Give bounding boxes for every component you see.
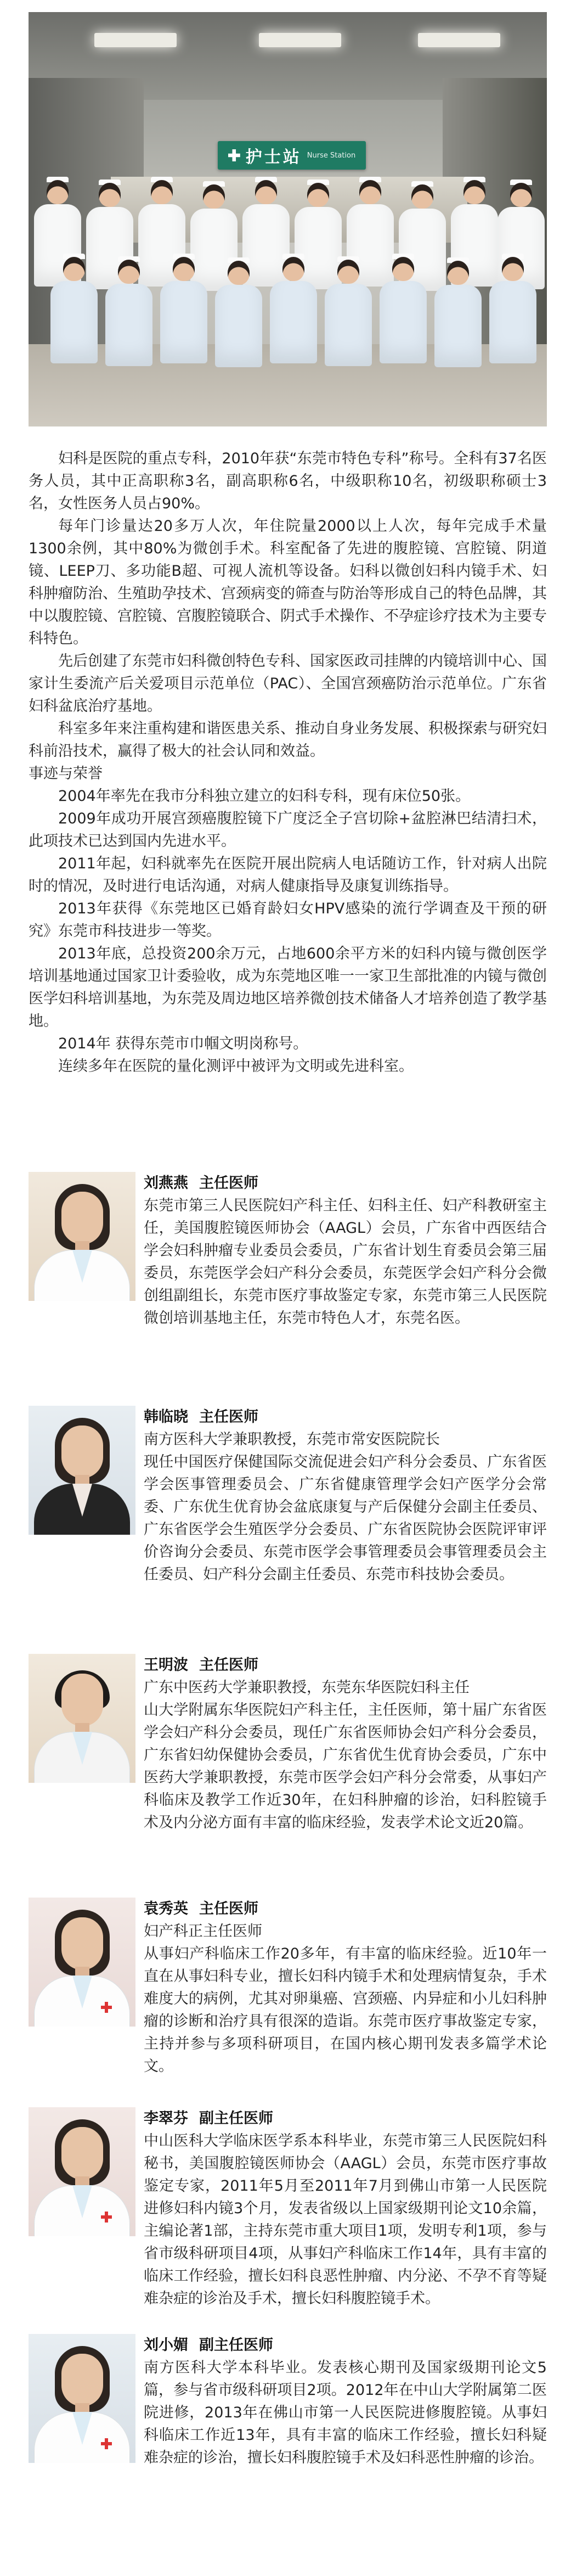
nurse-figure — [215, 257, 262, 367]
doctor-portrait — [29, 1406, 135, 1535]
intro-paragraph: 连续多年在医院的量化测评中被评为文明或先进科室。 — [58, 1058, 414, 1075]
doctor-title: 副主任医师 — [199, 2337, 273, 2354]
nurse-figure — [270, 254, 317, 363]
doctor-info — [144, 2334, 547, 2469]
intro-paragraph: 2013年获得《东莞地区已婚育龄妇女HPV感染的流行学调查及干预的研究》东莞市科技进步一等奖。 — [29, 900, 547, 940]
doctor-name: 李翠芬 — [144, 2110, 188, 2127]
doctor-title: 副主任医师 — [199, 2110, 273, 2127]
department-intro — [29, 447, 547, 1077]
ceiling-light — [94, 33, 177, 47]
doctor-name-line — [144, 1654, 547, 1676]
honors-heading: 事迹与荣誉 — [29, 765, 103, 782]
intro-paragraph: 妇科是医院的重点专科，2010年获“东莞市特色专科”称号。全科有37名医务人员，其中正高职称3名，副高职称6名，中级职称10名，初级职称硕士3名，女性医务人员占90%。 — [29, 450, 547, 512]
doctor-name-line — [144, 1406, 547, 1428]
ceiling-light — [418, 33, 500, 47]
doctor-bio: 南方医科大学兼职教授，东莞市常安医院院长 现任中国医疗保健国际交流促进会妇产科分会委员、广东省医学会医事管理委员会、广东省健康管理学会妇产医学分会常委、广东优生优育协会盆底康复与产后保健分会副主任委员、广东省医学会生殖医学分会委员、广东省医院协会医院评审评价咨询分会委员、东莞市医学会事管理委员会事管理委员会主任委员、妇产科分会副主任委员、东莞市科技协会委员。 — [144, 1431, 547, 1583]
nurse-figure — [489, 254, 536, 363]
nurse-figure — [434, 257, 482, 367]
doctor-info — [144, 2107, 547, 2310]
nurse-figure — [160, 254, 207, 363]
nurse-station-sign — [218, 141, 366, 170]
doctor-name: 刘小媚 — [144, 2337, 188, 2354]
doctor-name: 袁秀英 — [144, 1900, 188, 1917]
doctor-name-line — [144, 1898, 547, 1920]
sign-subtext: Nurse Station — [307, 151, 356, 160]
doctor-info — [144, 1406, 547, 1586]
medical-cross-icon — [228, 149, 240, 161]
intro-paragraph: 2004年率先在我市分科独立建立的妇科专科，现有床位50张。 — [58, 788, 471, 805]
doctor-bio: 妇产科正主任医师 从事妇产科临床工作20多年，有丰富的临床经验。近10年一直在从事妇科专业，擅长妇科内镜手术和处理病情复杂，手术难度大的病例，尤其对卵巢癌、宫颈癌、内异症和小儿妇科肿瘤的诊断和治疗具有很深的造诣。东莞市医疗事故鉴定专家，主持并参与多项科研项目，在国内核心期刊发表多篇学术论文。 — [144, 1923, 547, 2075]
ceiling-light — [259, 33, 341, 47]
nurse-figure — [325, 256, 372, 366]
doctor-info — [144, 1654, 547, 1834]
doctor-portrait — [29, 1172, 135, 1301]
doctor-name: 王明波 — [144, 1657, 188, 1674]
intro-paragraph: 2013年底，总投资200余万元，占地600余平方米的妇科内镜与微创医学培训基地通过国家卫计委验收，成为东莞地区唯一一家卫生部批准的内镜与微创医学妇科培训基地，为东莞及周边地区培养微创技术储备人才培养创造了教学基地。 — [29, 945, 547, 1030]
doctor-name-line — [144, 1172, 547, 1194]
doctor-title: 主任医师 — [199, 1408, 258, 1426]
nurse-figure — [105, 256, 152, 366]
doctor-bio: 南方医科大学本科毕业。发表核心期刊及国家级期刊论文5篇，参与省市级科研项目2项。2012年在中山大学附属第二医院进修，2013年在佛山市第一人民医院进修腹腔镜。从事妇科临床工作近13年，具有丰富的临床工作经验，擅长妇科疑难杂症的诊治，擅长妇科腹腔镜手术及妇科恶性肿瘤的诊治。 — [144, 2359, 547, 2466]
intro-paragraph: 科室多年来注重构建和谐医患关系、推动自身业务发展、积极探索与研究妇科前沿技术，赢得了极大的社会认同和效益。 — [29, 720, 547, 760]
doctor-name-line — [144, 2107, 547, 2130]
intro-paragraph: 每年门诊量达20多万人次，年住院量2000以上人次，每年完成手术量1300余例，其中80%为微创手术。科室配备了先进的腹腔镜、宫腔镜、阴道镜、LEEP刀、多功能B超、可视人流机等设备。妇科以微创妇科内镜手术、妇科肿瘤防治、生殖助孕技术、宫颈病变的筛查与防治等形成自己的特色品牌，其中以腹腔镜、宫腔镜、宫腹腔镜联合、阴式手术操作、不孕症诊疗技术为主要专科特色。 — [29, 518, 547, 647]
doctor-portrait — [29, 1898, 135, 2027]
intro-paragraph: 2009年成功开展宫颈癌腹腔镜下广度泛全子宫切除+盆腔淋巴结清扫术，此项技术已达到国内先进水平。 — [29, 810, 547, 850]
doctor-portrait — [29, 2334, 135, 2463]
doctor-portrait — [29, 1654, 135, 1783]
nurse-figure — [50, 254, 98, 363]
doctor-bio: 中山医科大学临床医学系本科毕业，东莞市第三人民医院妇科秘书，美国腹腔镜医师协会（AAGL）会员，东莞市医疗事故鉴定专家，2011年5月至2011年7月到佛山市第一人民医院进修妇科内镜3个月，发表省级以上国家级期刊论文10余篇，主编论著1部，主持东莞市重大项目1项，发明专利1项，参与省市级科研项目4项，从事妇产科临床工作14年，具有丰富的临床工作经验，擅长妇科良恶性肿瘤、内分泌、不孕不育等疑难杂症的诊治及手术，擅长妇科腹腔镜手术。 — [144, 2132, 547, 2307]
doctor-portrait — [29, 2107, 135, 2236]
doctor-info — [144, 1172, 547, 1329]
intro-paragraph: 2011年起，妇科就率先在医院开展出院病人电话随访工作，针对病人出院时的情况，及时进行电话沟通，对病人健康指导及康复训练指导。 — [29, 855, 547, 895]
doctor-title: 主任医师 — [199, 1175, 258, 1192]
intro-paragraph: 2014年 获得东莞市巾帼文明岗称号。 — [58, 1035, 308, 1052]
group-photo — [29, 12, 547, 426]
doctor-title: 主任医师 — [199, 1900, 258, 1917]
doctor-name-line — [144, 2334, 547, 2356]
nurse-figure — [380, 254, 427, 363]
doctor-bio: 广东中医药大学兼职教授，东莞东华医院妇科主任 山大学附属东华医院妇产科主任，主任医师，第十届广东省医学会妇产科分会委员，现任广东省医师协会妇产科分会委员，广东省妇幼保健协会委员，广东省优生优育协会委员，广东中医药大学兼职教授，东莞市医学会妇产科分会常委，从事妇产科临床及教学工作近30年，在妇科肿瘤的诊治，妇科腔镜手术及内分泌方面有丰富的临床经验，发表学术论文近20篇。 — [144, 1679, 547, 1831]
doctor-title: 主任医师 — [199, 1657, 258, 1674]
doctor-info — [144, 1898, 547, 2078]
sign-text: 护士站 — [245, 148, 302, 167]
doctor-name: 韩临晓 — [144, 1408, 188, 1426]
intro-paragraph: 先后创建了东莞市妇科微创特色专科、国家医政司挂牌的内镜培训中心、国家计生委流产后关爱项目示范单位（PAC）、全国宫颈癌防治示范单位。广东省妇科盆底治疗基地。 — [29, 653, 547, 715]
doctor-bio: 东莞市第三人民医院妇产科主任、妇科主任、妇产科教研室主任，美国腹腔镜医师协会（AAGL）会员，广东省中西医结合学会妇科肿瘤专业委员会委员，广东省计划生育委员会第三届委员，东莞医学会妇产科分会委员，东莞医学会妇产科分会微创组副组长，东莞市医疗事故鉴定专家，东莞市第三人民医院微创培训基地主任，东莞市特色人才，东莞名医。 — [144, 1197, 547, 1327]
doctor-name: 刘燕燕 — [144, 1175, 188, 1192]
